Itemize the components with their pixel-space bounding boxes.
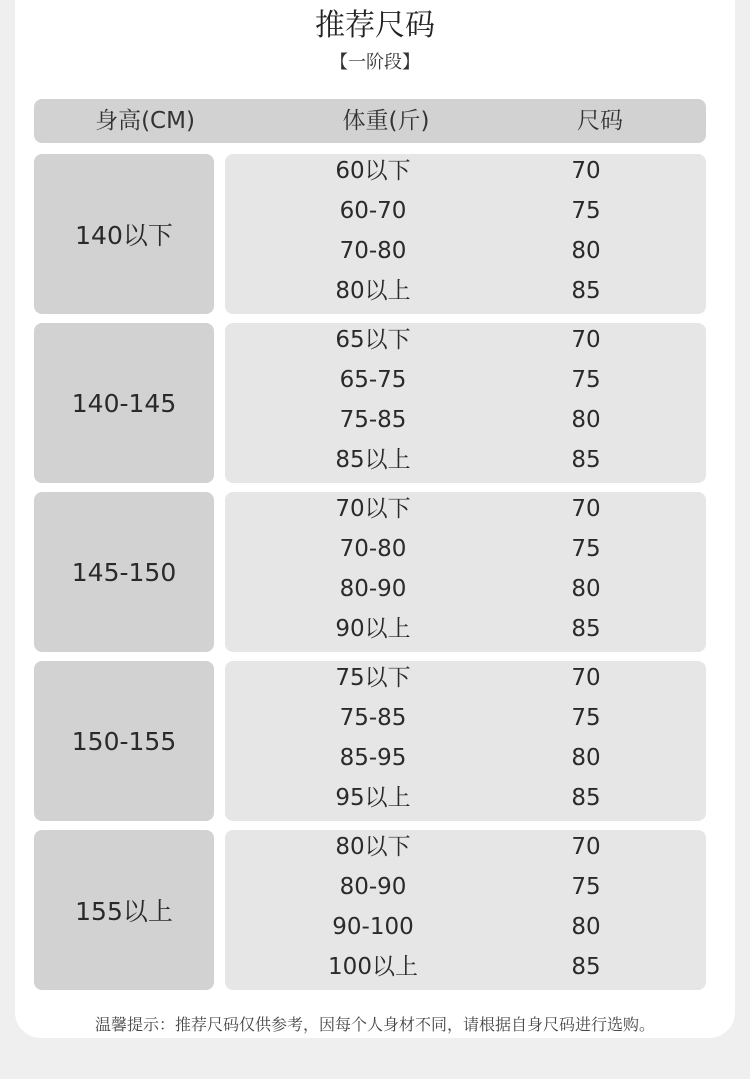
height-group (34, 154, 706, 314)
table-row (225, 271, 706, 311)
column-header-height: 身高(CM) (95, 108, 195, 134)
weight-cell: 85-95 (339, 745, 407, 771)
weight-size-block (225, 492, 706, 652)
height-group (34, 830, 706, 990)
size-cell: 70 (571, 327, 601, 353)
size-cell: 85 (571, 616, 601, 642)
size-cell: 75 (571, 705, 601, 731)
table-row (225, 778, 706, 818)
height-range-cell: 140以下 (34, 154, 214, 314)
weight-cell: 80-90 (339, 874, 407, 900)
table-row (225, 827, 706, 867)
weight-size-block (225, 661, 706, 821)
weight-cell: 70-80 (339, 536, 407, 562)
height-range-cell: 140-145 (34, 323, 214, 483)
stage-subtitle: 【一阶段】 (330, 52, 420, 73)
weight-cell: 90以上 (335, 616, 411, 642)
weight-cell: 75-85 (339, 407, 407, 433)
weight-cell: 95以上 (335, 785, 411, 811)
size-cell: 75 (571, 198, 601, 224)
weight-cell: 80-90 (339, 576, 407, 602)
size-cell: 70 (571, 158, 601, 184)
size-cell: 75 (571, 536, 601, 562)
weight-cell: 60以下 (335, 158, 411, 184)
size-cell: 85 (571, 447, 601, 473)
table-row (225, 320, 706, 360)
weight-cell: 70-80 (339, 238, 407, 264)
weight-cell: 85以上 (335, 447, 411, 473)
weight-cell: 60-70 (339, 198, 407, 224)
weight-cell: 75以下 (335, 665, 411, 691)
height-group (34, 323, 706, 483)
size-cell: 85 (571, 278, 601, 304)
size-chart-card (15, 0, 735, 1038)
weight-size-block (225, 830, 706, 990)
table-row (225, 360, 706, 400)
table-row (225, 569, 706, 609)
table-row (225, 698, 706, 738)
column-header-weight: 体重(斤) (342, 108, 430, 134)
tip-note: 温馨提示：推荐尺码仅供参考，因每个人身材不同，请根据自身尺码进行选购。 (94, 1015, 655, 1034)
weight-cell: 80以上 (335, 278, 411, 304)
table-row (225, 738, 706, 778)
table-row (225, 191, 706, 231)
size-cell: 75 (571, 874, 601, 900)
table-row (225, 658, 706, 698)
size-cell: 80 (571, 238, 601, 264)
table-row (225, 440, 706, 480)
table-row (225, 529, 706, 569)
weight-cell: 100以上 (328, 954, 418, 980)
table-row (225, 489, 706, 529)
weight-cell: 80以下 (335, 834, 411, 860)
height-group (34, 492, 706, 652)
table-row (225, 947, 706, 987)
table-row (225, 907, 706, 947)
table-row (225, 867, 706, 907)
size-cell: 80 (571, 914, 601, 940)
height-group (34, 661, 706, 821)
size-cell: 80 (571, 407, 601, 433)
height-range-cell: 145-150 (34, 492, 214, 652)
size-cell: 85 (571, 785, 601, 811)
size-cell: 70 (571, 496, 601, 522)
weight-cell: 65以下 (335, 327, 411, 353)
table-row (225, 400, 706, 440)
size-cell: 80 (571, 576, 601, 602)
weight-cell: 90-100 (332, 914, 414, 940)
weight-size-block (225, 323, 706, 483)
size-cell: 75 (571, 367, 601, 393)
height-range-cell: 155以上 (34, 830, 214, 990)
table-row (225, 609, 706, 649)
size-cell: 70 (571, 834, 601, 860)
table-row (225, 151, 706, 191)
page-title: 推荐尺码 (315, 8, 435, 43)
weight-cell: 75-85 (339, 705, 407, 731)
weight-size-block (225, 154, 706, 314)
size-cell: 70 (571, 665, 601, 691)
weight-cell: 65-75 (339, 367, 407, 393)
size-cell: 85 (571, 954, 601, 980)
size-cell: 80 (571, 745, 601, 771)
table-row (225, 231, 706, 271)
height-range-cell: 150-155 (34, 661, 214, 821)
weight-cell: 70以下 (335, 496, 411, 522)
column-header-size: 尺码 (577, 108, 623, 134)
table-header (34, 99, 706, 143)
